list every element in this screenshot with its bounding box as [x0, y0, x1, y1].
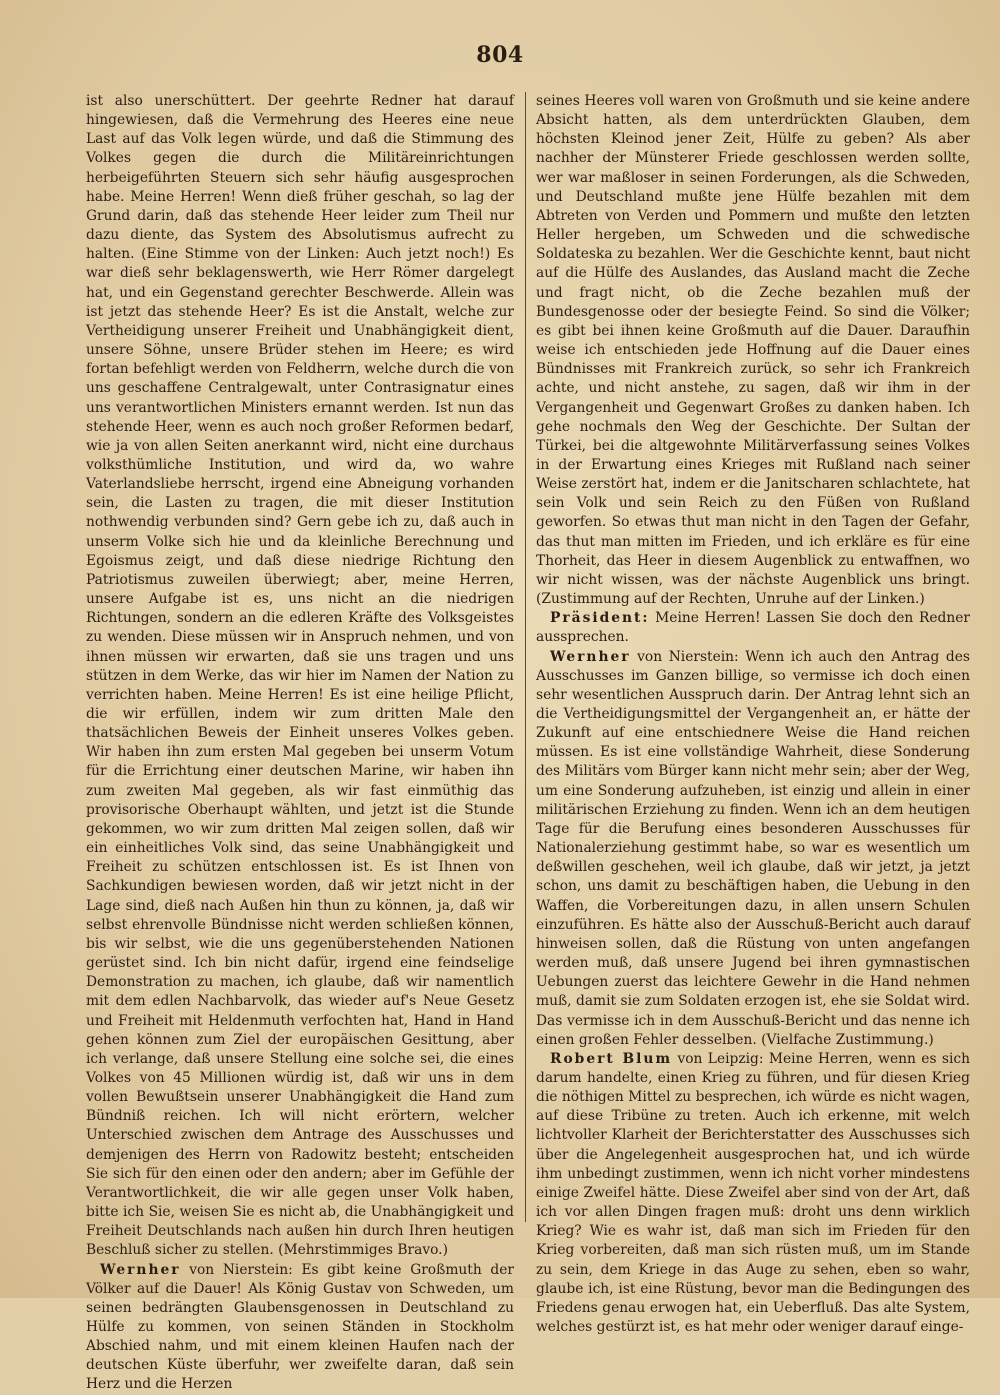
left-column — [86, 92, 514, 1395]
paragraph — [536, 1050, 970, 1337]
paragraph-text: von Nierstein: Es gibt keine Großmuth der Völker auf die Dauer! Als König Gustav von Schweden, um seinen bedrängten Glaubensgenossen in Deutschland zu Hülfe zu kommen, von seinen Ständen in Stockholm Abschied nahm, und mit einem kleinen Haufen nach der deutschen Küste überfuhr, wer zweifelte daran, daß sein Herz und die Herzen — [86, 1261, 514, 1393]
column-divider — [525, 92, 526, 1222]
paragraph-text: seines Heeres voll waren von Großmuth und sie keine andere Absicht hatten, als dem unterdrückten Glauben, dem höchsten Kleinod jener Zeit, Hülfe zu geben? Als aber nachher der Münsterer Friede geschlossen werden sollte, wer war maßloser in seinen Forderungen, als die Schweden, und Deutschland mußte jene Hülfe bezahlen mit dem Abtreten von Verden und Pommern und mußte den letzten Heller hergeben, um Schweden und die schwedische Soldateska zu bezahlen. Wer die Geschichte kennt, baut nicht auf die Hülfe des Auslandes, das Ausland macht die Zeche und fragt nicht, ob die Zeche bezahlen muß der Bundesgenosse oder der besiegte Feind. So sind die Völker; es gibt bei ihnen keine Großmuth auf die Dauer. Daraufhin weise ich entschieden jede Hoffnung auf die Dauer eines Bündnisses mit Frankreich zurück, so sehr ich Frankreich achte, und nicht anstehe, zu sagen, daß wir ihm in der Vergangenheit und Gegenwart Großes zu danken haben. Ich gehe nochmals den Weg der Geschichte. Der Sultan der Türkei, bei die altgewohnte Militärverfassung seines Volkes in der Erwartung eines Krieges mit Rußland nach seiner Weise zerstört hat, indem er die Janitscharen schlachtete, hat sein Volk und sein Reich zu den Füßen von Rußland geworfen. So etwas thut man nicht in den Tagen der Gefahr, das thut man mitten im Frieden, und ich erkläre es für eine Thorheit, das Heer in diesem Augenblick zu entwaffnen, wo wir nicht wissen, was der nächste Augenblick uns bringt. (Zustimmung auf der Rechten, Unruhe auf der Linken.) — [536, 93, 970, 608]
page-number: 804 — [476, 42, 524, 68]
right-column — [536, 92, 970, 1337]
paragraph — [536, 92, 970, 609]
paragraph — [536, 648, 970, 1050]
paragraph-text: ist also unerschüttert. Der geehrte Redner hat darauf hingewiesen, daß die Vermehrung des Heeres eine neue Last auf das Volk legen würde, und daß die Stimmung des Volkes gegen die durch die Militäreinrichtungen herbeigeführten Steuern sich sehr häufig ausgesprochen habe. Meine Herren! Wenn dieß früher geschah, so lag der Grund darin, daß das stehende Heer leider zum Theil nur dazu diente, das System des Absolutismus aufrecht zu halten. (Eine Stimme von der Linken: Auch jetzt noch!) Es war dieß sehr beklagenswerth, wie Herr Römer dargelegt hat, und ein Gegenstand gerechter Beschwerde. Allein was ist jetzt das stehende Heer? Es ist die Anstalt, welche zur Vertheidigung unserer Freiheit und Unabhängigkeit dient, unsere Söhne, unsere Brüder stehen im Heere; es wird fortan befehligt werden von Feldherrn, welche durch die von uns geschaffene Centralgewalt, unter Contrasignatur eines uns verantwortlichen Ministers ernannt werden. Ist nun das stehende Heer, wenn es auch noch großer Reformen bedarf, wie ja von allen Seiten anerkannt wird, nicht eine durchaus volksthümliche Institution, und wird da, wo wahre Vaterlandsliebe herrscht, irgend eine Abneigung vorhanden sein, die Lasten zu tragen, die mit dieser Institution nothwendig verbunden sind? Gern gebe ich zu, daß auch in unserm Volke sich hie und da kleinliche Berechnung und Egoismus zeigt, und daß diese niedrige Richtung den Patriotismus zuweilen überwiegt; aber, meine Herren, unsere Aufgabe ist es, uns nicht an die niedrigen Richtungen, sondern an die edleren Kräfte des Volksgeistes zu wenden. Diese müssen wir in Anspruch nehmen, und von ihnen müssen wir erwarten, daß sie uns tragen und uns stützen in dem Werke, das wir hier im Namen der Nation zu verrichten haben. Meine Herren! Es ist eine heilige Pflicht, die wir erfüllen, indem wir zum dritten Male den thatsächlichen Beweis der Einheit unseres Volkes geben. Wir haben ihn zum ersten Mal gegeben bei unserm Votum für die Errichtung einer deutschen Marine, wir haben ihn zum zweiten Mal gegeben, als wir fast einmüthig das provisorische Oberhaupt wählten, und jetzt ist die Stunde gekommen, wo wir zum dritten Mal zeigen sollen, daß wir ein einheitliches Volk sind, das seine Unabhängigkeit und Freiheit zu schützen entschlossen ist. Es ist Ihnen von Sachkundigen bewiesen worden, daß wir jetzt nicht in der Lage sind, dieß nach Außen hin thun zu können, ja, daß wir selbst ehrenvolle Bündnisse nicht werden schließen können, bis wir selbst, wie die uns gegenüberstehenden Nationen gerüstet sind. Ich bin nicht dafür, irgend eine feindselige Demonstration zu machen, ich glaube, daß wir namentlich mit dem edlen Nachbarvolk, das wieder auf's Neue Gesetz und Freiheit mit Heldenmuth verfochten hat, Hand in Hand gehen können zum Ziel der europäischen Gesittung, aber ich verlange, daß unsere Stellung eine solche sei, die eines Volkes von 45 Millionen würdig ist, daß wir uns in dem vollen Bewußtsein unserer Unabhängigkeit die Hand zum Bündniß reichen. Ich will nicht erörtern, welcher Unterschied zwischen dem Antrage des Ausschusses und demjenigen des Herrn von Radowitz besteht; entscheiden Sie sich für den einen oder den andern; aber im Gefühle der Verantwortlichkeit, die wir alle gegen unser Volk haben, bitte ich Sie, weisen Sie es nicht ab, die Unabhängigkeit und Freiheit Deutschlands nach außen hin durch Ihren heutigen Beschluß sicher zu stellen. (Mehrstimmiges Bravo.) — [86, 93, 514, 1259]
paragraph — [86, 1261, 514, 1395]
paragraph — [86, 92, 514, 1261]
speaker-name: Wernher — [550, 648, 631, 665]
paragraph-text: von Nierstein: Wenn ich auch den Antrag des Ausschusses im Ganzen billige, so vermisse ich doch einen sehr wesentlichen Ausspruch darin. Der Antrag lehnt sich an die Vertheidigungsmittel der Vergangenheit an, er hätte der Zukunft auf eine entschiednere Weise die Hand reichen müssen. Es ist eine vollständige Wahrheit, diese Sonderung des Militärs vom Bürger kann nicht mehr sein; aber der Weg, um eine Sonderung aufzuheben, ist einzig und allein in einer militärischen Erziehung zu finden. Wenn ich an dem heutigen Tage für die Berufung eines besonderen Ausschusses für Nationalerziehung gestimmt habe, so war es wesentlich um deßwillen geschehen, weil ich glaube, daß wir jetzt, ja jetzt schon, uns damit zu beschäftigen haben, die Uebung in den Waffen, die Vorbereitungen dazu, in allen unsern Schulen einzuführen. Es hätte also der Ausschuß-Bericht auch darauf hinweisen sollen, daß die Rüstung von unten angefangen werden muß, daß unsere Jugend bei ihren gymnastischen Uebungen zuerst das leichtere Gewehr in die Hand nehmen muß, damit sie zum Soldaten erzogen ist, ehe sie Soldat wird. Das vermisse ich in dem Ausschuß-Bericht und das nenne ich einen großen Fehler desselben. (Vielfache Zustimmung.) — [536, 648, 970, 1048]
paragraph-text: von Leipzig: Meine Herren, wenn es sich darum handelte, einen Krieg zu führen, und für diesen Krieg die nöthigen Mittel zu besprechen, ich würde es nicht wagen, auf diese Tribüne zu treten. Auch ich erkenne, mit welch lichtvoller Klarheit der Berichterstatter des Ausschusses sich über die Angelegenheit ausgesprochen hat, und ich würde ihm unbedingt zustimmen, wenn ich nicht vorher mindestens einige Zweifel hätte. Diese Zweifel aber sind von der Art, daß ich vor allen Dingen fragen muß: droht uns denn wirklich Krieg? Wie es wahr ist, daß man sich im Frieden für den Krieg vorbereiten, daß man sich rüsten muß, um im Stande zu sein, dem Kriege in das Auge zu sehen, eben so wahr, glaube ich, ist eine Rüstung, bevor man die Bedingungen des Friedens genau erwogen hat, ein Ueberfluß. Das alte System, welches gestürzt ist, es hat mehr oder weniger darauf einge- — [536, 1050, 971, 1335]
speaker-name: Präsident: — [550, 610, 650, 627]
paragraph-text: Meine Herren! Lassen Sie doch den Redner aussprechen. — [536, 610, 970, 646]
speaker-name: Wernher — [100, 1261, 181, 1278]
paragraph — [536, 609, 970, 647]
speaker-name: Robert Blum — [550, 1050, 673, 1067]
